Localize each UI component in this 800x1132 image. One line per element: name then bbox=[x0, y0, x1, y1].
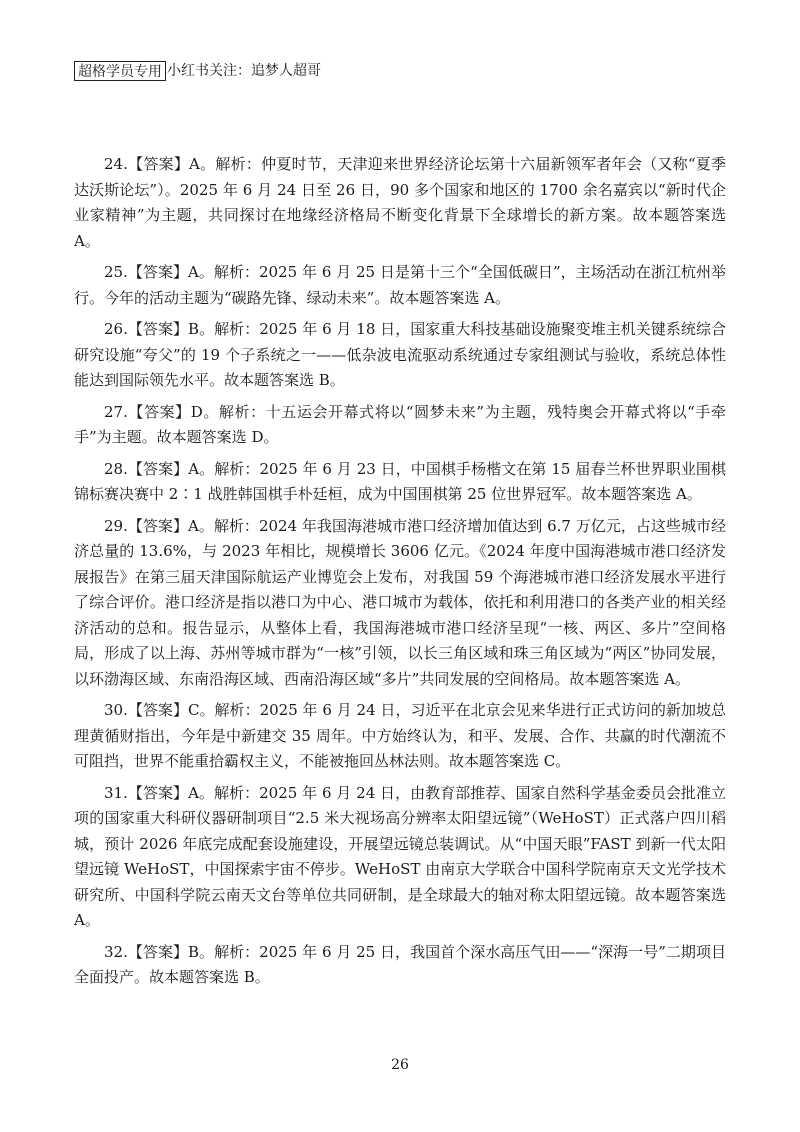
answer-27: 27.【答案】D。解析：十五运会开幕式将以“圆梦未来”为主题，残特奥会开幕式将以“手牵手”为主题。故本题答案选 D。 bbox=[74, 402, 726, 446]
page-number: 26 bbox=[391, 1057, 409, 1073]
member-badge: 超格学员专用 bbox=[74, 61, 166, 81]
answer-26: 26.【答案】B。解析：2025 年 6 月 18 日，国家重大科技基础设施聚变堆主机关键系统综合研究设施“夸父”的 19 个子系统之一——低杂波电流驱动系统通过专家组测试与验收，系统总体性能达到国际领先水平。故本题答案选 B。 bbox=[74, 320, 726, 389]
answer-31: 31.【答案】A。解析：2025 年 6 月 24 日，由教育部推荐、国家自然科学基金委员会批准立项的国家重大科研仪器研制项目“2.5 米大视场高分辨率太阳望远镜”（WeHoST）正式落户四川稻城，预计 2026 年底完成配套设施建设，开展望远镜总装调试。从“中国天眼”FAST 到新一代太阳望远镜 WeHoST，中国探索宇宙不停步。WeHoST 由南京大学联合中国科学院南京天文光学技术研究所、中国科学院云南天文台等单位共同研制，是全球最大的轴对称太阳望远镜。故本题答案选 A。 bbox=[74, 783, 726, 929]
answer-32: 32.【答案】B。解析：2025 年 6 月 25 日，我国首个深水高压气田——“深海一号”二期项目全面投产。故本题答案选 B。 bbox=[74, 942, 726, 986]
answer-30: 30.【答案】C。解析：2025 年 6 月 24 日，习近平在北京会见来华进行正式访问的新加坡总理黄循财指出，今年是中新建交 35 周年。中方始终认为，和平、发展、合作、共赢的时代潮流不可阻挡，世界不能重拾霸权主义，不能被拖回丛林法则。故本题答案选 C。 bbox=[74, 701, 726, 770]
answer-29: 29.【答案】A。解析：2024 年我国海港城市港口经济增加值达到 6.7 万亿元，占这些城市经济总量的 13.6%，与 2023 年相比，规模增长 3606 亿元。《2024 年度中国海港城市港口经济发展报告》在第三届天津国际航运产业博览会上发布，对我国 59 个海港城市港口经济发展水平进行了综合评价。港口经济是指以港口为中心、港口城市为载体，依托和利用港口的各类产业的相关经济活动的总和。报告显示，从整体上看，我国海港城市港口经济呈现“一核、两区、多片”空间格局，形成了以上海、苏州等城市群为“一核”引领，以长三角区域和珠三角区域为“两区”协同发展，以环渤海区域、东南沿海区域、西南沿海区域“多片”共同发展的空间格局。故本题答案选 A。 bbox=[74, 516, 726, 688]
header-note: 小红书关注：追梦人超哥 bbox=[167, 63, 321, 79]
answer-list bbox=[74, 152, 726, 997]
page-header bbox=[74, 60, 321, 82]
answer-24: 24.【答案】A。解析：仲夏时节，天津迎来世界经济论坛第十六届新领军者年会（又称“夏季达沃斯论坛”）。2025 年 6 月 24 日至 26 日，90 多个国家和地区的 1700 余名嘉宾以“新时代企业家精神”为主题，共同探讨在地缘经济格局不断变化背景下全球增长的新方案。故本题答案选 A。 bbox=[74, 155, 726, 250]
answer-28: 28.【答案】A。解析：2025 年 6 月 23 日，中国棋手杨楷文在第 15 届春兰杯世界职业围棋锦标赛决赛中 2∶1 战胜韩国棋手朴廷桓，成为中国围棋第 25 位世界冠军。故本题答案选 A。 bbox=[74, 459, 726, 503]
answer-25: 25.【答案】A。解析：2025 年 6 月 25 日是第十三个“全国低碳日”，主场活动在浙江杭州举行。今年的活动主题为“碳路先锋、绿动未来”。故本题答案选 A。 bbox=[74, 263, 726, 307]
